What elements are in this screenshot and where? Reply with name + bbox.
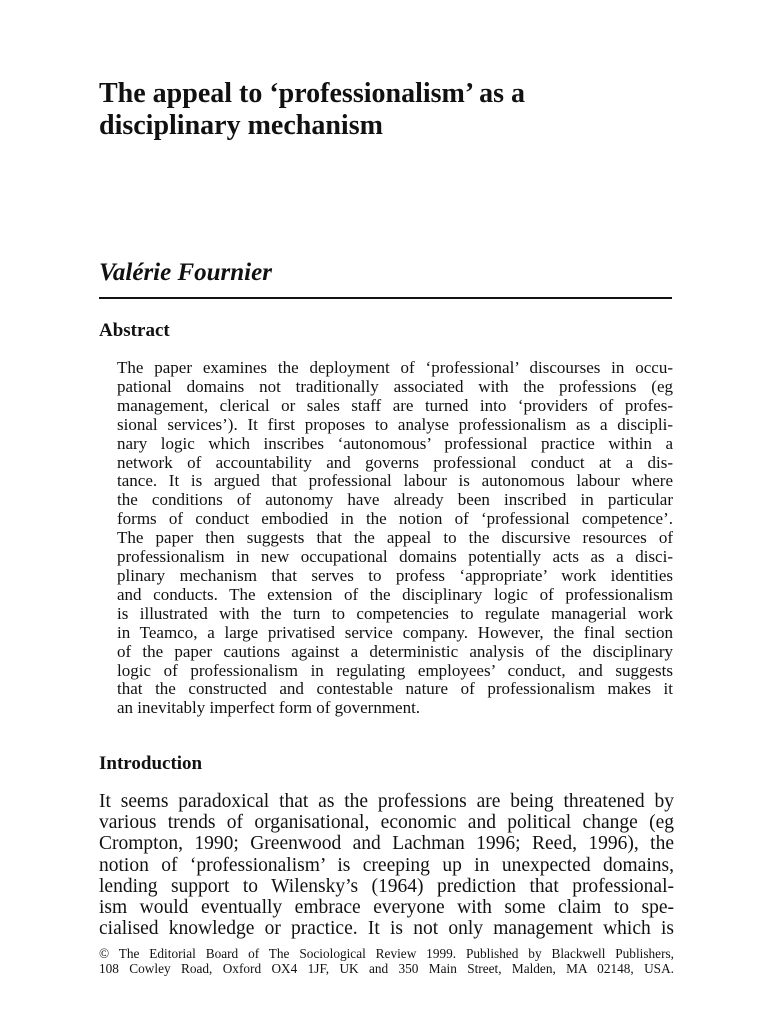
body-line: Crompton, 1990; Greenwood and Lachman 1996; Reed, 1996), the (99, 833, 674, 855)
title-line: The appeal to ‘professionalism’ as a (99, 78, 525, 109)
abstract-line: network of accountability and governs professional conduct at a dis- (117, 452, 673, 472)
abstract-line: professionalism in new occupational domains potentially acts as a disci- (117, 547, 673, 567)
abstract-text (117, 359, 673, 718)
abstract-line: is illustrated with the turn to competencies to regulate managerial work (117, 603, 673, 623)
author-divider (99, 297, 672, 299)
abstract-line: The paper examines the deployment of ‘professional’ discourses in occu- (117, 358, 673, 377)
author-name: Valérie Fournier (99, 259, 272, 286)
abstract-line: and conducts. The extension of the disciplinary logic of professionalism (117, 584, 673, 604)
footer-line: © The Editorial Board of The Sociological Review 1999. Published by Blackwell Publishers, (99, 946, 674, 961)
abstract-line: tance. It is argued that professional labour is autonomous labour where (117, 471, 673, 491)
abstract-line: pational domains not traditionally associated with the professions (eg (117, 376, 673, 396)
abstract-line: logic of professionalism in regulating employees’ conduct, and suggests (117, 660, 673, 680)
abstract-line: of the paper cautions against a deterministic analysis of the disciplinary (117, 641, 673, 661)
abstract-line: forms of conduct embodied in the notion of ‘professional competence’. (117, 509, 673, 529)
abstract-line: that the constructed and contestable nature of professionalism makes it (117, 679, 673, 699)
footer-line: 108 Cowley Road, Oxford OX4 1JF, UK and 350 Main Street, Malden, MA 02148, USA. (99, 961, 674, 976)
abstract-line: nary logic which inscribes ‘autonomous’ professional practice within a (117, 433, 673, 453)
body-line: It seems paradoxical that as the professions are being threatened by (99, 791, 674, 812)
copyright-footer (99, 946, 674, 976)
body-line: cialised knowledge or practice. It is not only management which is (99, 918, 674, 940)
abstract-line: an inevitably imperfect form of government. (117, 698, 421, 718)
body-line: ism would eventually embrace everyone with some claim to spe- (99, 897, 674, 919)
abstract-heading: Abstract (99, 320, 170, 341)
paper-title (99, 78, 679, 142)
abstract-line: The paper then suggests that the appeal to the discursive resources of (117, 528, 673, 548)
introduction-heading: Introduction (99, 753, 203, 774)
introduction-text (99, 791, 674, 939)
abstract-line: in Teamco, a large privatised service company. However, the final section (117, 622, 673, 642)
body-line: various trends of organisational, economic and political change (eg (99, 812, 674, 834)
title-line: disciplinary mechanism (99, 110, 383, 141)
abstract-line: the conditions of autonomy have already been inscribed in particular (117, 490, 673, 510)
body-line: notion of ‘professionalism’ is creeping up in unexpected domains, (99, 854, 674, 876)
abstract-line: management, clerical or sales staff are turned into ‘providers of profes- (117, 395, 673, 415)
body-line: lending support to Wilensky’s (1964) prediction that professional- (99, 875, 674, 897)
abstract-line: plinary mechanism that serves to profess ‘appropriate’ work identities (117, 565, 673, 585)
abstract-line: sional services’). It first proposes to analyse professionalism as a discipli- (117, 414, 673, 434)
